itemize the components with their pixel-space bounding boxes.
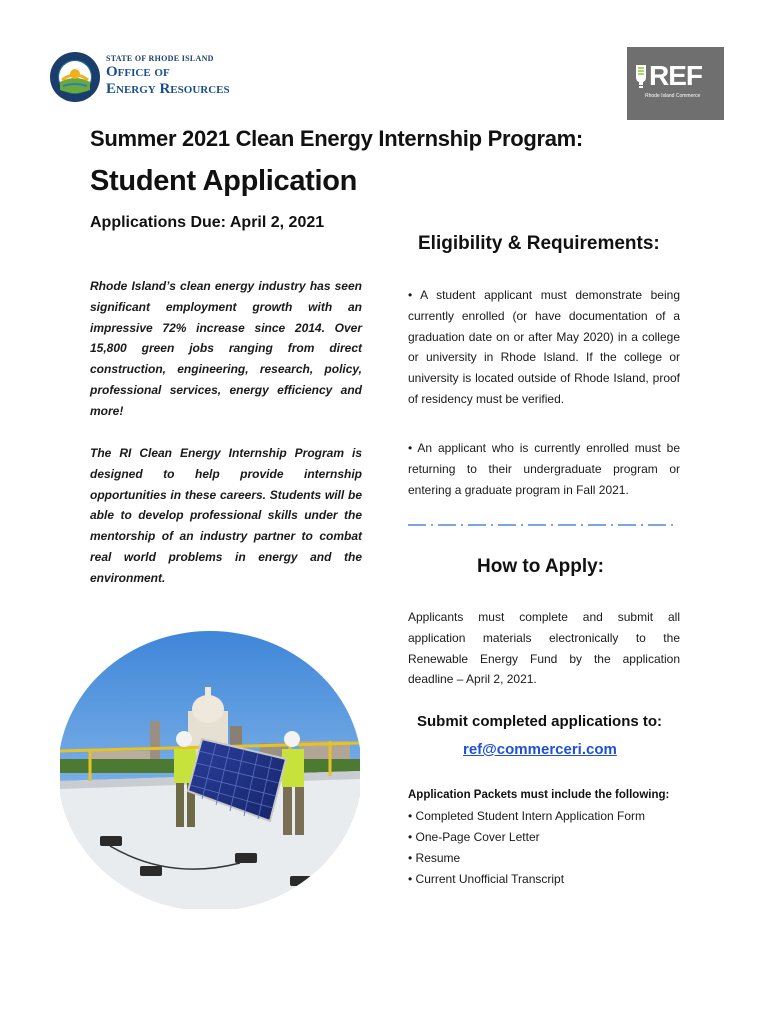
- program-title: Summer 2021 Clean Energy Internship Program:: [90, 126, 583, 151]
- state-seal-icon: [50, 52, 100, 102]
- page-title: Student Application: [90, 165, 358, 197]
- submit-email-link[interactable]: ref@commerceri.com: [463, 741, 617, 758]
- list-item: • One-Page Cover Letter: [408, 827, 645, 848]
- oer-logo: [50, 52, 250, 106]
- solar-workers-photo: [60, 631, 360, 909]
- oer-energy-line: Energy Resources: [106, 81, 230, 97]
- intro-paragraph-1: Rhode Island’s clean energy industry has seen significant employment growth with an impressive 72% increase since 2014. Over 15,800 green jobs ranging from direct construction, engineering, research, policy, professional services, energy efficiency and more!: [90, 279, 362, 418]
- submit-heading: Submit completed applications to:: [417, 713, 663, 730]
- oer-office-line: Office of: [106, 64, 170, 80]
- eligibility-item-1: • A student applicant must demonstrate being currently enrolled (or have documentation of a graduation date on or after May 2020) in a college or university in Rhode Island. If the college or university is located outside of Rhode Island, proof of residency must be verified.: [408, 288, 680, 406]
- list-item: • Resume: [408, 848, 645, 869]
- ref-logo-text: REF: [649, 60, 702, 91]
- list-item: • Completed Student Intern Application Form: [408, 806, 645, 827]
- packets-heading: Application Packets must include the following:: [408, 789, 670, 801]
- oer-state-line: STATE OF RHODE ISLAND: [106, 54, 214, 63]
- packets-list: [408, 806, 645, 890]
- dashed-divider: [406, 519, 680, 529]
- list-item: • Current Unofficial Transcript: [408, 869, 645, 890]
- lightbulb-icon: [635, 63, 647, 89]
- how-to-apply-text: Applicants must complete and submit all application materials electronically to the Renewable Energy Fund by the application deadline – April 2, 2021.: [408, 610, 680, 687]
- ref-logo: [627, 47, 724, 120]
- due-date: Applications Due: April 2, 2021: [90, 214, 325, 231]
- how-to-apply-heading: How to Apply:: [477, 556, 604, 577]
- eligibility-item-2: • An applicant who is currently enrolled must be returning to their undergraduate program or entering a graduate program in Fall 2021.: [408, 441, 680, 497]
- ref-logo-subtext: Rhode Island Commerce: [645, 93, 701, 99]
- intro-paragraph-2: The RI Clean Energy Internship Program is designed to help provide internship opportunities in these careers. Students will be able to develop professional skills under the mentorship of an industry partner to combat real world problems in energy and the environment.: [90, 446, 362, 585]
- eligibility-heading: Eligibility & Requirements:: [418, 233, 660, 254]
